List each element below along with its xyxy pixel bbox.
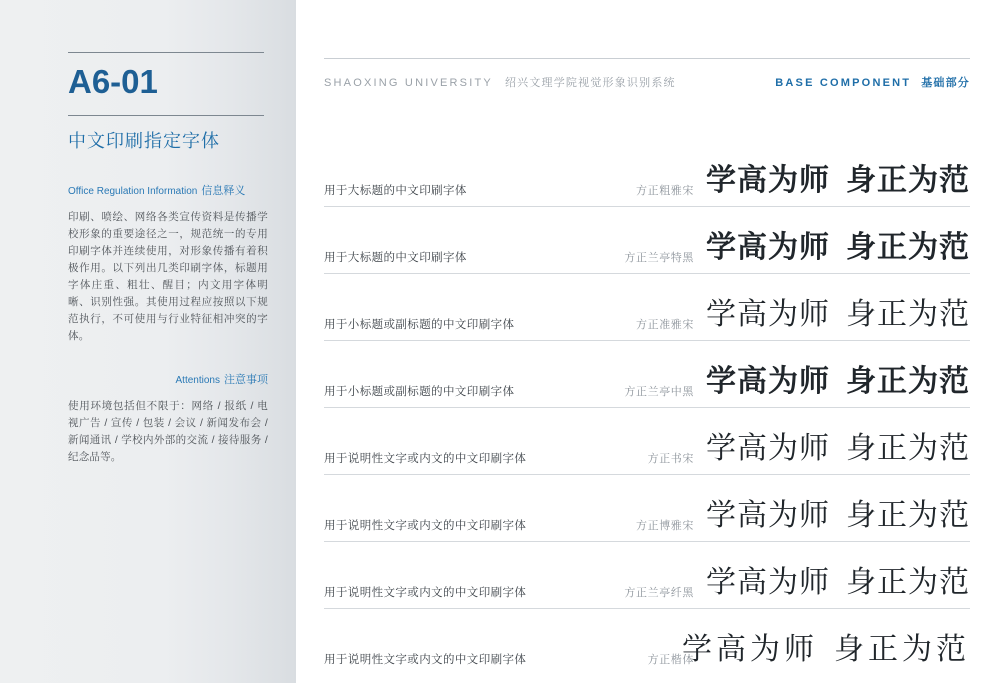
font-specimen-list [324, 140, 970, 675]
sample-part-a: 学高为师 [706, 365, 830, 398]
table-row [324, 140, 970, 207]
sample-part-b: 身正为范 [846, 431, 970, 466]
sample-part-b: 身正为范 [846, 231, 970, 264]
row-font-name: 方正博雅宋 [636, 520, 694, 532]
sample-part-b: 身正为范 [846, 498, 970, 533]
row-sample-text [706, 564, 970, 602]
divider-under-code [68, 115, 264, 116]
row-font-name: 方正粗雅宋 [636, 185, 694, 197]
row-sample-text [706, 296, 970, 334]
sample-part-b: 身正为范 [846, 365, 970, 398]
sample-part-b: 身正为范 [846, 566, 970, 599]
row-description: 用于说明性文字或内文的中文印刷字体 [324, 520, 527, 532]
info-heading-en: Office Regulation Information [68, 186, 198, 197]
sample-part-a: 学高为师 [706, 297, 830, 332]
header-org-en: SHAOXING UNIVERSITY [324, 77, 493, 89]
row-sample-text [706, 229, 970, 267]
table-row [324, 274, 970, 341]
left-info-panel [0, 0, 296, 683]
row-sample-text [706, 430, 970, 468]
table-row [324, 475, 970, 542]
sample-part-a: 学高为师 [706, 163, 830, 198]
row-description: 用于说明性文字或内文的中文印刷字体 [324, 587, 527, 599]
row-description: 用于说明性文字或内文的中文印刷字体 [324, 654, 527, 666]
page-title: 中文印刷指定字体 [68, 131, 220, 151]
row-font-name: 方正兰亭特黑 [624, 252, 694, 264]
row-sample-text [682, 631, 970, 669]
row-sample-text [706, 363, 970, 401]
sample-part-b: 身正为范 [834, 632, 970, 667]
right-content-panel [296, 0, 1000, 683]
left-panel-content [68, 52, 268, 466]
page-code: A6-01 [68, 63, 158, 100]
row-font-name: 方正书宋 [647, 453, 694, 465]
sample-part-a: 学高为师 [682, 632, 818, 667]
sample-part-b: 身正为范 [846, 163, 970, 198]
table-row [324, 542, 970, 609]
sample-part-a: 学高为师 [706, 498, 830, 533]
table-row [324, 609, 970, 675]
header-right [775, 74, 970, 90]
attentions-body-text: 使用环境包括但不限于：网络 / 报纸 / 电视广告 / 宣传 / 包装 / 会议 / 新闻发布会 / 新闻通讯 / 学校内外部的交流 / 接待服务 / 纪念品等。 [68, 400, 268, 463]
row-sample-text [706, 162, 970, 200]
row-font-name: 方正兰亭中黑 [624, 386, 694, 398]
info-heading [68, 184, 268, 199]
table-row [324, 408, 970, 475]
divider-top [68, 52, 264, 53]
row-sample-text [706, 497, 970, 535]
header-section-en: BASE COMPONENT [775, 77, 912, 89]
attentions-heading [68, 373, 268, 388]
header-divider [324, 58, 970, 59]
row-description: 用于说明性文字或内文的中文印刷字体 [324, 453, 527, 465]
sample-part-b: 身正为范 [846, 297, 970, 332]
row-description: 用于大标题的中文印刷字体 [324, 252, 467, 264]
row-description: 用于小标题或副标题的中文印刷字体 [324, 319, 515, 331]
info-heading-cn: 信息释义 [201, 185, 246, 197]
attentions-heading-en: Attentions [175, 375, 220, 386]
table-row [324, 207, 970, 274]
table-row [324, 341, 970, 408]
row-font-name: 方正楷体 [647, 654, 694, 666]
header-section-cn: 基础部分 [921, 77, 970, 89]
sample-part-a: 学高为师 [706, 231, 830, 264]
info-body-text: 印刷、喷绘、网络各类宣传资料是传播学校形象的重要途径之一，规范统一的专用印刷字体并连续使用，对形象传播有着积极作用。以下列出几类印刷字体，标题用字体庄重、粗壮、醒目；内文用字体明晰、识别性强。其使用过程应按照以下规范执行，不可使用与行业特征相冲突的字体。 [68, 211, 268, 342]
row-font-name: 方正准雅宋 [636, 319, 694, 331]
page-header [324, 68, 970, 98]
sample-part-a: 学高为师 [706, 431, 830, 466]
row-font-name: 方正兰亭纤黑 [624, 587, 694, 599]
header-left [324, 74, 676, 90]
row-description: 用于大标题的中文印刷字体 [324, 185, 467, 197]
attentions-heading-cn: 注意事项 [224, 374, 268, 386]
row-description: 用于小标题或副标题的中文印刷字体 [324, 386, 515, 398]
header-org-cn: 绍兴文理学院视觉形象识别系统 [504, 77, 676, 89]
sample-part-a: 学高为师 [706, 566, 830, 599]
